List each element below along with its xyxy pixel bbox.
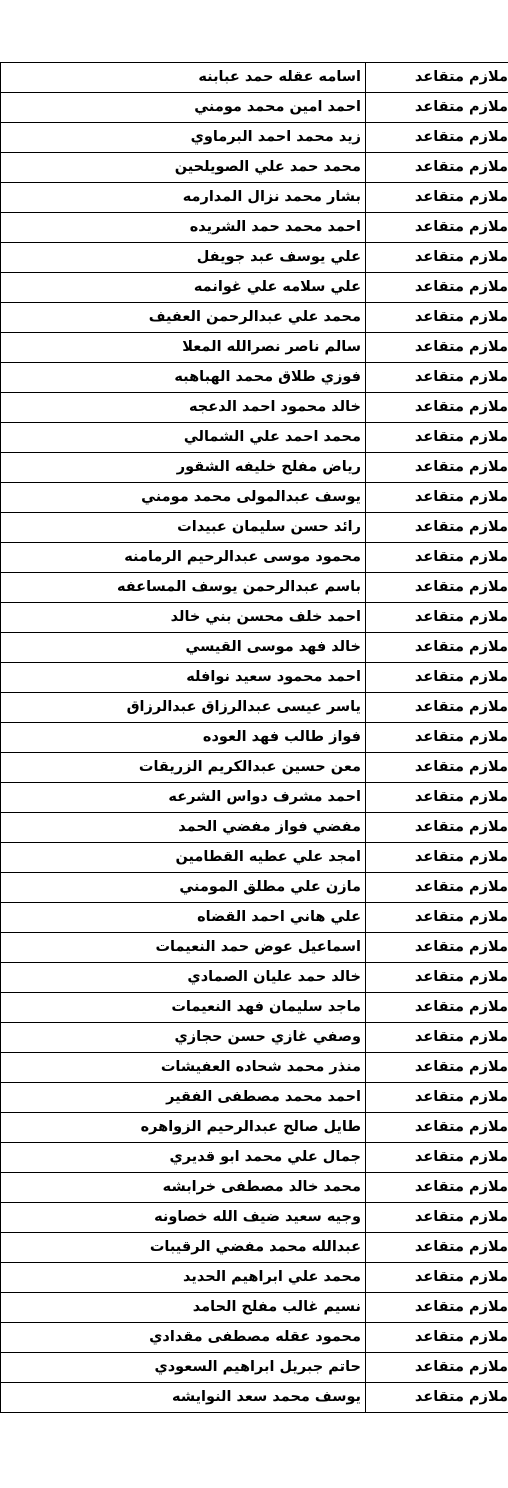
rank-cell: ملازم متقاعد: [366, 633, 508, 663]
table-row: [1, 873, 508, 903]
name-cell: اسماعيل عوض حمد النعيمات: [1, 933, 366, 963]
table-row: [1, 243, 508, 273]
rank-cell: ملازم متقاعد: [366, 963, 508, 993]
rank-cell: ملازم متقاعد: [366, 213, 508, 243]
name-cell: يوسف عبدالمولى محمد مومني: [1, 483, 366, 513]
name-cell: محمد علي ابراهيم الحديد: [1, 1263, 366, 1293]
table-row: [1, 423, 508, 453]
rank-cell: ملازم متقاعد: [366, 603, 508, 633]
rank-cell: ملازم متقاعد: [366, 183, 508, 213]
table-row: [1, 303, 508, 333]
rank-cell: ملازم متقاعد: [366, 693, 508, 723]
table-row: [1, 693, 508, 723]
name-cell: فوزي طلاق محمد الهباهبه: [1, 363, 366, 393]
name-cell: احمد امين محمد مومني: [1, 93, 366, 123]
table-row: [1, 93, 508, 123]
rank-cell: ملازم متقاعد: [366, 1173, 508, 1203]
table-row: [1, 1113, 508, 1143]
rank-cell: ملازم متقاعد: [366, 1113, 508, 1143]
table-row: [1, 813, 508, 843]
rank-cell: ملازم متقاعد: [366, 123, 508, 153]
name-cell: رائد حسن سليمان عبيدات: [1, 513, 366, 543]
name-cell: محمود عقله مصطفى مقدادي: [1, 1323, 366, 1353]
rank-cell: ملازم متقاعد: [366, 873, 508, 903]
name-cell: باسم عبدالرحمن يوسف المساعفه: [1, 573, 366, 603]
name-cell: احمد محمد حمد الشريده: [1, 213, 366, 243]
name-cell: خالد حمد عليان الصمادي: [1, 963, 366, 993]
table-row: [1, 1233, 508, 1263]
name-cell: يوسف محمد سعد النوايشه: [1, 1383, 366, 1413]
table-row: [1, 153, 508, 183]
name-cell: وصفي غازي حسن حجازي: [1, 1023, 366, 1053]
table-row: [1, 783, 508, 813]
table-row: [1, 513, 508, 543]
name-cell: امجد علي عطيه القطامين: [1, 843, 366, 873]
name-cell: عبدالله محمد مفضي الرقيبات: [1, 1233, 366, 1263]
table-row: [1, 663, 508, 693]
name-cell: احمد مشرف دواس الشرعه: [1, 783, 366, 813]
name-cell: ياسر عيسى عبدالرزاق عبدالرزاق: [1, 693, 366, 723]
table-row: [1, 333, 508, 363]
table-row: [1, 603, 508, 633]
name-cell: منذر محمد شحاده العفيشات: [1, 1053, 366, 1083]
rank-cell: ملازم متقاعد: [366, 483, 508, 513]
name-cell: احمد خلف محسن بني خالد: [1, 603, 366, 633]
table-row: [1, 1053, 508, 1083]
name-cell: محمد حمد علي الصويلحين: [1, 153, 366, 183]
table-row: [1, 543, 508, 573]
rank-cell: ملازم متقاعد: [366, 723, 508, 753]
table-row: [1, 63, 508, 93]
rank-cell: ملازم متقاعد: [366, 513, 508, 543]
table-row: [1, 933, 508, 963]
table-row: [1, 723, 508, 753]
name-cell: طايل صالح عبدالرحيم الزواهره: [1, 1113, 366, 1143]
rank-cell: ملازم متقاعد: [366, 573, 508, 603]
table-row: [1, 753, 508, 783]
rank-cell: ملازم متقاعد: [366, 1383, 508, 1413]
name-cell: محمد خالد مصطفى خرابشه: [1, 1173, 366, 1203]
table-row: [1, 273, 508, 303]
rank-cell: ملازم متقاعد: [366, 453, 508, 483]
table-row: [1, 963, 508, 993]
name-cell: وجيه سعيد ضيف الله خصاونه: [1, 1203, 366, 1233]
name-cell: زيد محمد احمد البرماوي: [1, 123, 366, 153]
rank-cell: ملازم متقاعد: [366, 843, 508, 873]
name-cell: فواز طالب فهد العوده: [1, 723, 366, 753]
name-cell: علي هاني احمد القضاه: [1, 903, 366, 933]
roster-table: [0, 62, 508, 1413]
rank-cell: ملازم متقاعد: [366, 333, 508, 363]
table-row: [1, 363, 508, 393]
rank-cell: ملازم متقاعد: [366, 273, 508, 303]
table-row: [1, 213, 508, 243]
rank-cell: ملازم متقاعد: [366, 1203, 508, 1233]
roster-sheet: [0, 62, 508, 1413]
rank-cell: ملازم متقاعد: [366, 303, 508, 333]
table-row: [1, 1353, 508, 1383]
rank-cell: ملازم متقاعد: [366, 423, 508, 453]
name-cell: مازن علي مطلق المومني: [1, 873, 366, 903]
name-cell: معن حسين عبدالكريم الزريقات: [1, 753, 366, 783]
rank-cell: ملازم متقاعد: [366, 993, 508, 1023]
table-row: [1, 633, 508, 663]
table-row: [1, 573, 508, 603]
rank-cell: ملازم متقاعد: [366, 1083, 508, 1113]
rank-cell: ملازم متقاعد: [366, 153, 508, 183]
rank-cell: ملازم متقاعد: [366, 813, 508, 843]
name-cell: ماجد سليمان فهد النعيمات: [1, 993, 366, 1023]
rank-cell: ملازم متقاعد: [366, 1053, 508, 1083]
name-cell: سالم ناصر نصرالله المعلا: [1, 333, 366, 363]
table-row: [1, 453, 508, 483]
table-row: [1, 1083, 508, 1113]
name-cell: بشار محمد نزال المدارمه: [1, 183, 366, 213]
name-cell: مفضي فواز مفضي الحمد: [1, 813, 366, 843]
table-row: [1, 183, 508, 213]
table-row: [1, 1323, 508, 1353]
table-row: [1, 393, 508, 423]
rank-cell: ملازم متقاعد: [366, 393, 508, 423]
table-row: [1, 1203, 508, 1233]
name-cell: جمال علي محمد ابو قديري: [1, 1143, 366, 1173]
rank-cell: ملازم متقاعد: [366, 663, 508, 693]
rank-cell: ملازم متقاعد: [366, 1263, 508, 1293]
name-cell: رياض مفلح خليفه الشقور: [1, 453, 366, 483]
name-cell: اسامه عقله حمد عبابنه: [1, 63, 366, 93]
rank-cell: ملازم متقاعد: [366, 243, 508, 273]
rank-cell: ملازم متقاعد: [366, 1233, 508, 1263]
rank-cell: ملازم متقاعد: [366, 1023, 508, 1053]
rank-cell: ملازم متقاعد: [366, 753, 508, 783]
name-cell: محمد علي عبدالرحمن العفيف: [1, 303, 366, 333]
name-cell: احمد محمد مصطفى الفقير: [1, 1083, 366, 1113]
table-row: [1, 903, 508, 933]
rank-cell: ملازم متقاعد: [366, 1143, 508, 1173]
rank-cell: ملازم متقاعد: [366, 903, 508, 933]
table-row: [1, 993, 508, 1023]
rank-cell: ملازم متقاعد: [366, 93, 508, 123]
table-row: [1, 1023, 508, 1053]
rank-cell: ملازم متقاعد: [366, 543, 508, 573]
table-row: [1, 1293, 508, 1323]
table-row: [1, 1263, 508, 1293]
name-cell: محمود موسى عبدالرحيم الرمامنه: [1, 543, 366, 573]
rank-cell: ملازم متقاعد: [366, 783, 508, 813]
name-cell: نسيم غالب مفلح الحامد: [1, 1293, 366, 1323]
rank-cell: ملازم متقاعد: [366, 1323, 508, 1353]
table-row: [1, 1383, 508, 1413]
name-cell: محمد احمد علي الشمالي: [1, 423, 366, 453]
name-cell: حاتم جبريل ابراهيم السعودي: [1, 1353, 366, 1383]
table-row: [1, 123, 508, 153]
name-cell: خالد فهد موسى القيسي: [1, 633, 366, 663]
name-cell: علي يوسف عبد جويفل: [1, 243, 366, 273]
rank-cell: ملازم متقاعد: [366, 933, 508, 963]
rank-cell: ملازم متقاعد: [366, 363, 508, 393]
table-row: [1, 1173, 508, 1203]
rank-cell: ملازم متقاعد: [366, 1293, 508, 1323]
name-cell: احمد محمود سعيد نوافله: [1, 663, 366, 693]
roster-table-body: [1, 63, 508, 1413]
rank-cell: ملازم متقاعد: [366, 1353, 508, 1383]
table-row: [1, 843, 508, 873]
name-cell: خالد محمود احمد الدعجه: [1, 393, 366, 423]
table-row: [1, 483, 508, 513]
rank-cell: ملازم متقاعد: [366, 63, 508, 93]
table-row: [1, 1143, 508, 1173]
name-cell: علي سلامه علي غوانمه: [1, 273, 366, 303]
